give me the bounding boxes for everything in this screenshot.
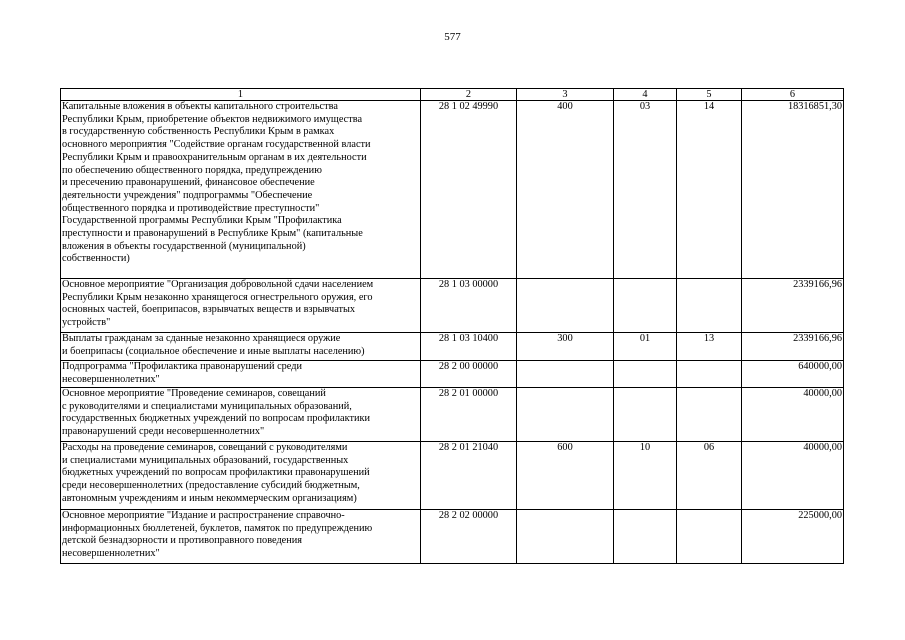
section-code: 10 [614,442,677,510]
expense-type-code [517,361,614,388]
column-header: 5 [677,89,742,101]
section-code [614,510,677,564]
target-article-code: 28 2 01 21040 [421,442,517,510]
subsection-code: 13 [677,333,742,361]
column-header: 3 [517,89,614,101]
subsection-code [677,279,742,333]
subsection-code: 14 [677,101,742,279]
expense-type-code: 600 [517,442,614,510]
amount: 640000,00 [742,361,844,388]
row-name: Расходы на проведение семинаров, совещаний с руководителями и специалистами муниципальных образований, государственных бюджетных учреждений по вопросам профилактики правонарушений среди несовершеннолетних (предоставление субсидий бюджетным, автономным учреждениям и иным некоммерческим организациям) [61,442,421,510]
amount: 40000,00 [742,388,844,442]
column-header: 6 [742,89,844,101]
column-header: 1 [61,89,421,101]
table-row [61,361,844,388]
target-article-code: 28 1 03 00000 [421,279,517,333]
column-header: 2 [421,89,517,101]
expense-type-code: 400 [517,101,614,279]
table-row [61,388,844,442]
subsection-code [677,388,742,442]
expense-type-code [517,510,614,564]
row-name: Основное мероприятие "Организация добровольной сдачи населением Республики Крым незаконно хранящегося огнестрельного оружия, его основных частей, боеприпасов, взрывчатых веществ и взрывчатых устройств" [61,279,421,333]
expense-type-code [517,388,614,442]
section-code [614,361,677,388]
target-article-code: 28 1 02 49990 [421,101,517,279]
amount: 18316851,30 [742,101,844,279]
page-number: 577 [444,31,461,43]
table-header-row [61,89,844,101]
row-name: Основное мероприятие "Проведение семинаров, совещаний с руководителями и специалистами муниципальных образований, государственных бюджетных учреждений по вопросам профилактики правонарушений среди несовершеннолетних" [61,388,421,442]
row-name: Капитальные вложения в объекты капитального строительства Республики Крым, приобретение объектов недвижимого имущества в государственную собственность Республики Крым в рамках основного мероприятия "Содействие органам государственной власти Республики Крым и правоохранительным органам в их деятельности по обеспечению общественного порядка, предупреждению и пресечению правонарушений, финансовое обеспечение деятельности учреждения" подпрограммы "Обеспечение общественного порядка и противодействие преступности" Государственной программы Республики Крым "Профилактика преступности и правонарушений в Республике Крым" (капитальные вложения в объекты государственной (муниципальной) собственности) [61,101,421,279]
amount: 40000,00 [742,442,844,510]
column-header: 4 [614,89,677,101]
row-name: Подпрограмма "Профилактика правонарушений среди несовершеннолетних" [61,361,421,388]
budget-table [60,88,844,564]
table-row [61,442,844,510]
amount: 2339166,96 [742,333,844,361]
subsection-code: 06 [677,442,742,510]
table-row [61,333,844,361]
target-article-code: 28 2 00 00000 [421,361,517,388]
row-name: Выплаты гражданам за сданные незаконно хранящиеся оружие и боеприпасы (социальное обеспечение и иные выплаты населению) [61,333,421,361]
target-article-code: 28 1 03 10400 [421,333,517,361]
expense-type-code [517,279,614,333]
section-code: 03 [614,101,677,279]
target-article-code: 28 2 02 00000 [421,510,517,564]
row-name: Основное мероприятие "Издание и распространение справочно- информационных бюллетеней, буклетов, памяток по предупреждению детской безнадзорности и противоправного поведения несовершеннолетних" [61,510,421,564]
amount: 225000,00 [742,510,844,564]
subsection-code [677,361,742,388]
section-code: 01 [614,333,677,361]
table-row [61,279,844,333]
table-row [61,510,844,564]
target-article-code: 28 2 01 00000 [421,388,517,442]
table-row [61,101,844,279]
section-code [614,388,677,442]
amount: 2339166,96 [742,279,844,333]
subsection-code [677,510,742,564]
expense-type-code: 300 [517,333,614,361]
section-code [614,279,677,333]
